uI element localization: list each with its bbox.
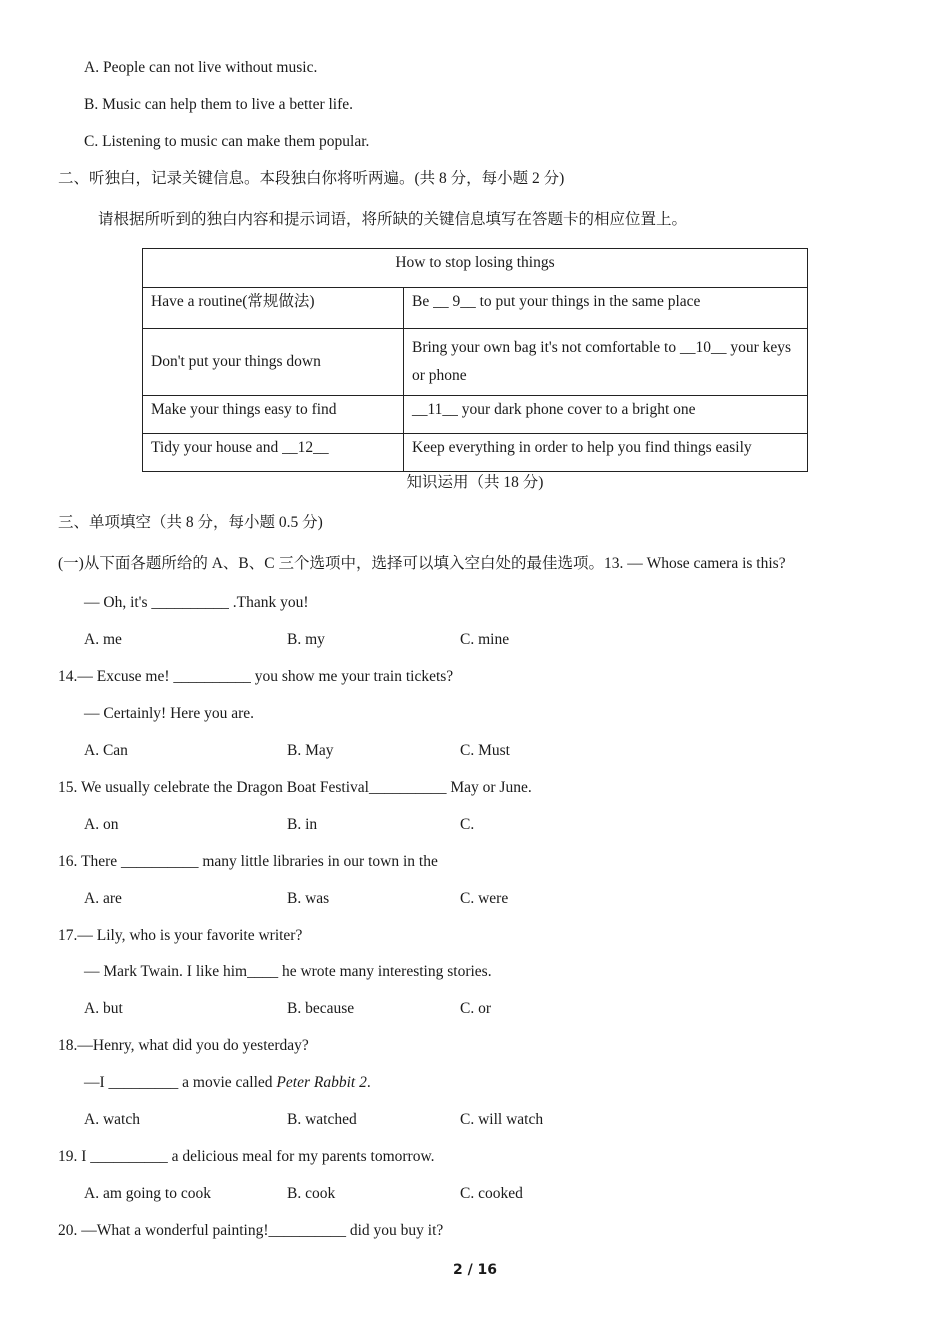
q15-option-a: A. on [84,816,119,833]
page-number: 2 / 16 [452,1262,498,1278]
table-cell-left: Have a routine(常规做法) [143,288,404,329]
q17-option-b: B. because [287,1000,355,1017]
q18-answer-line [84,1073,371,1093]
table-row [143,434,808,472]
q15-stem: 15. We usually celebrate the Dragon Boat Festival__________ May or June. [58,779,532,796]
q19-option-a: A. am going to cook [84,1185,211,1202]
part-heading: 知识运用（共 18 分) [406,474,544,491]
section2-heading: 二、听独白，记录关键信息。本段独白你将听两遍。(共 8 分，每小题 2 分) [58,170,565,187]
q18-stem: 18.—Henry, what did you do yesterday? [58,1037,309,1054]
table-cell-left: Don't put your things down [143,329,404,396]
q18-option-b: B. watched [287,1111,357,1128]
table-row [143,396,808,434]
q20-stem: 20. —What a wonderful painting!__________ did you buy it? [58,1222,444,1239]
q16-stem: 16. There __________ many little libraries in our town in the [58,853,438,870]
q18-answer-suffix: . [366,1074,371,1091]
q18-option-c: C. will watch [460,1111,544,1128]
q18-movie-title: Peter Rabbit 2 [276,1074,367,1091]
table-cell-right: __11__ your dark phone cover to a bright one [404,396,808,434]
q15-option-c: C. [460,816,475,833]
table-title: How to stop losing things [143,249,808,288]
q19-stem: 19. I __________ a delicious meal for my parents tomorrow. [58,1148,435,1165]
q15-option-b: B. in [287,816,318,833]
option-b: B. Music can help them to live a better life. [84,96,354,113]
q17-option-c: C. or [460,1000,491,1017]
info-table [142,248,808,472]
q13-option-b: B. my [287,631,325,648]
q13-option-c: C. mine [460,631,510,648]
q18-option-a: A. watch [84,1111,140,1128]
table-row [143,288,808,329]
table-cell-right: Bring your own bag it's not comfortable to __10__ your keys or phone [404,329,808,396]
q14-stem: 14.— Excuse me! __________ you show me your train tickets? [58,668,454,685]
q17-option-a: A. but [84,1000,123,1017]
q19-option-c: C. cooked [460,1185,523,1202]
q14-option-b: B. May [287,742,334,759]
q16-option-c: C. were [460,890,509,907]
section3-instruction: (一)从下面各题所给的 A、B、C 三个选项中，选择可以填入空白处的最佳选项。13. — Whose camera is this? [58,555,786,572]
q14-answer-line: — Certainly! Here you are. [84,705,255,722]
q13-option-a: A. me [84,631,122,648]
q14-option-a: A. Can [84,742,128,759]
q16-option-a: A. are [84,890,122,907]
table-cell-right: Keep everything in order to help you find things easily [404,434,808,472]
table-row [143,329,808,396]
q13-answer-line: — Oh, it's __________ .Thank you! [84,594,309,611]
section3-heading: 三、单项填空（共 8 分，每小题 0.5 分) [58,514,323,531]
option-a: A. People can not live without music. [84,59,318,76]
section2-instruction: 请根据所听到的独白内容和提示词语，将所缺的关键信息填写在答题卡的相应位置上。 [98,211,688,228]
option-c: C. Listening to music can make them popular. [84,133,370,150]
q19-option-b: B. cook [287,1185,336,1202]
table-cell-left: Tidy your house and __12__ [143,434,404,472]
q14-option-c: C. Must [460,742,510,759]
table-cell-right: Be __ 9__ to put your things in the same place [404,288,808,329]
q17-answer-line: — Mark Twain. I like him____ he wrote many interesting stories. [84,963,492,980]
q17-stem: 17.— Lily, who is your favorite writer? [58,927,303,944]
q18-answer-prefix: —I _________ a movie called [84,1074,277,1091]
table-cell-left: Make your things easy to find [143,396,404,434]
q16-option-b: B. was [287,890,330,907]
